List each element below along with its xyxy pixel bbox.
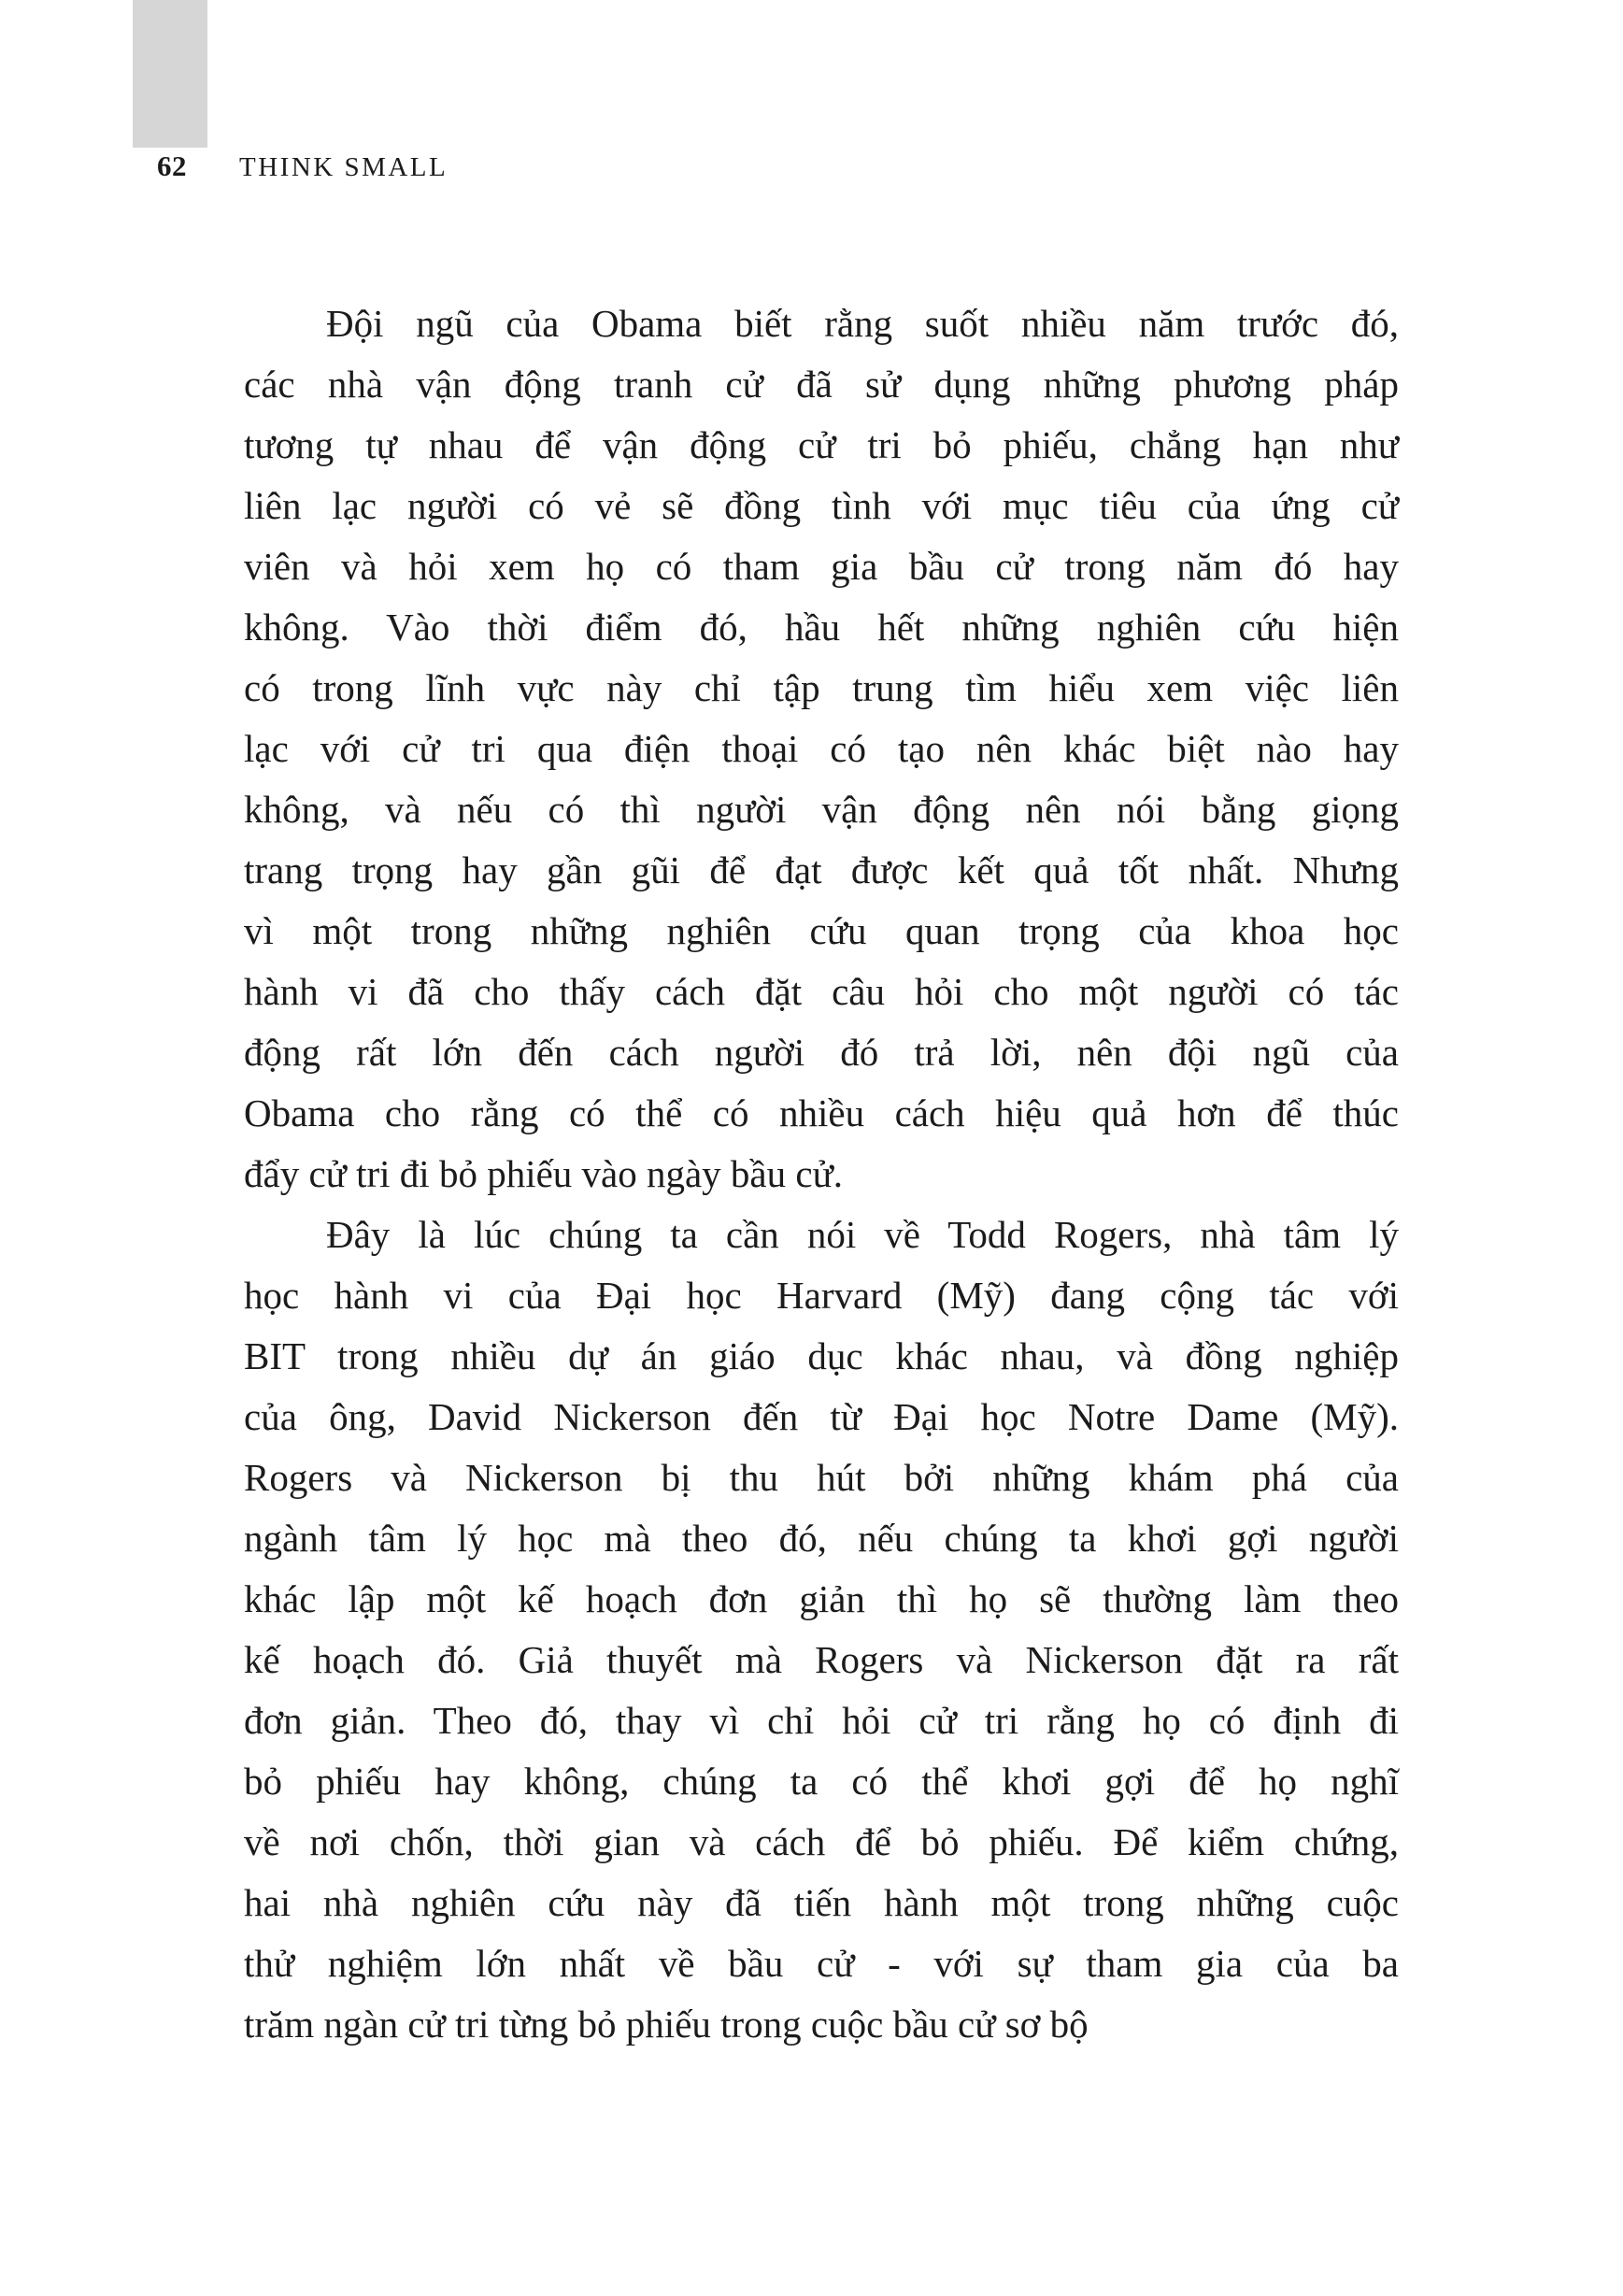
text-line: Obama cho rằng có thể có nhiều cách hiệu quả hơn để thúc	[244, 1091, 1399, 1134]
text-line: đơn giản. Theo đó, thay vì chỉ hỏi cử tri rằng họ có định đi	[244, 1699, 1399, 1742]
text-line: khác lập một kế hoạch đơn giản thì họ sẽ thường làm theo	[244, 1577, 1399, 1620]
page-header	[157, 150, 448, 183]
text-line: học hành vi của Đại học Harvard (Mỹ) đang cộng tác với	[244, 1274, 1399, 1317]
text-line: trăm ngàn cử tri từng bỏ phiếu trong cuộc bầu cử sơ bộ	[244, 2003, 1089, 2046]
text-line: liên lạc người có vẻ sẽ đồng tình với mục tiêu của ứng cử	[244, 484, 1399, 527]
text-line: trang trọng hay gần gũi để đạt được kết quả tốt nhất. Nhưng	[244, 849, 1399, 891]
text-line: Đội ngũ của Obama biết rằng suốt nhiều năm trước đó,	[326, 302, 1399, 345]
text-line: vì một trong những nghiên cứu quan trọng của khoa học	[244, 909, 1399, 952]
text-line: có trong lĩnh vực này chỉ tập trung tìm hiểu xem việc liên	[244, 666, 1399, 709]
text-line: các nhà vận động tranh cử đã sử dụng những phương pháp	[244, 363, 1399, 406]
paragraph	[244, 293, 1399, 1205]
paragraph	[244, 1205, 1399, 2055]
text-line: tương tự nhau để vận động cử tri bỏ phiếu, chẳng hạn như	[244, 423, 1399, 466]
book-title: THINK SMALL	[239, 152, 448, 182]
decorative-gray-bar	[133, 0, 207, 148]
text-line: thử nghiệm lớn nhất về bầu cử - với sự tham gia của ba	[244, 1942, 1399, 1985]
text-line: hai nhà nghiên cứu này đã tiến hành một trong những cuộc	[244, 1881, 1399, 1924]
text-line: ngành tâm lý học mà theo đó, nếu chúng ta khơi gợi người	[244, 1517, 1399, 1560]
text-line: kế hoạch đó. Giả thuyết mà Rogers và Nickerson đặt ra rất	[244, 1638, 1399, 1681]
text-line: viên và hỏi xem họ có tham gia bầu cử trong năm đó hay	[244, 545, 1399, 588]
body-text	[244, 293, 1399, 2055]
text-line: Đây là lúc chúng ta cần nói về Todd Rogers, nhà tâm lý	[326, 1213, 1399, 1256]
text-line: hành vi đã cho thấy cách đặt câu hỏi cho một người có tác	[244, 970, 1399, 1013]
text-line: BIT trong nhiều dự án giáo dục khác nhau, và đồng nghiệp	[244, 1334, 1399, 1377]
text-line: Rogers và Nickerson bị thu hút bởi những khám phá của	[244, 1456, 1399, 1499]
text-line: về nơi chốn, thời gian và cách để bỏ phiếu. Để kiểm chứng,	[244, 1820, 1399, 1863]
text-line: không, và nếu có thì người vận động nên nói bằng giọng	[244, 788, 1399, 831]
page-number: 62	[157, 150, 187, 182]
text-line: không. Vào thời điểm đó, hầu hết những nghiên cứu hiện	[244, 606, 1399, 649]
text-line: đẩy cử tri đi bỏ phiếu vào ngày bầu cử.	[244, 1152, 844, 1195]
text-line: của ông, David Nickerson đến từ Đại học Notre Dame (Mỹ).	[244, 1395, 1399, 1438]
text-line: lạc với cử tri qua điện thoại có tạo nên khác biệt nào hay	[244, 727, 1399, 770]
text-line: bỏ phiếu hay không, chúng ta có thể khơi gợi để họ nghĩ	[244, 1760, 1399, 1803]
text-line: động rất lớn đến cách người đó trả lời, nên đội ngũ của	[244, 1031, 1399, 1074]
